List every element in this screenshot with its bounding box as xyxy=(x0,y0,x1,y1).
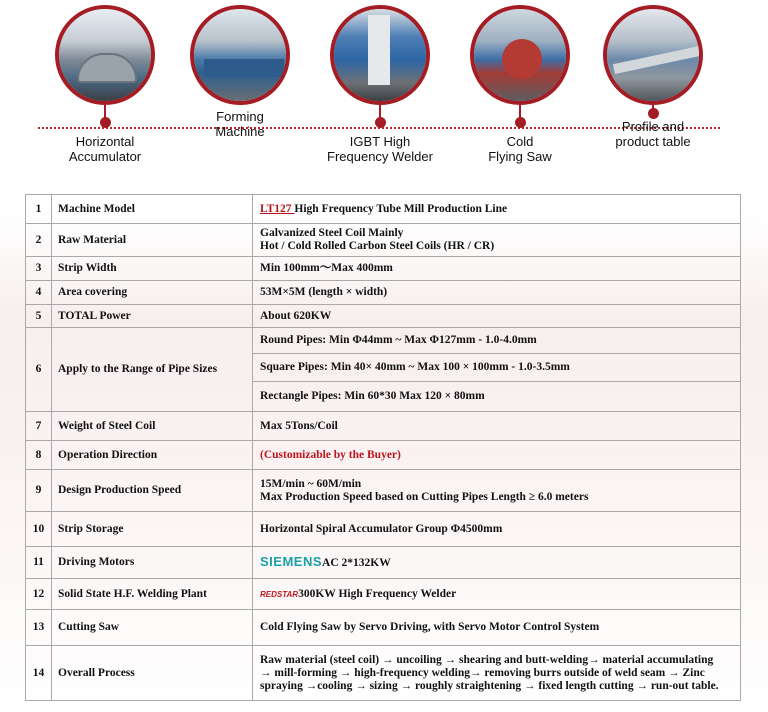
spec-key: Design Production Speed xyxy=(52,470,253,512)
row-number: 3 xyxy=(26,257,52,281)
accumulator-photo xyxy=(55,5,155,105)
table-row xyxy=(26,328,741,412)
row-number: 6 xyxy=(26,328,52,412)
table-row xyxy=(26,646,741,701)
row-number: 4 xyxy=(26,281,52,305)
timeline-dot xyxy=(515,117,526,128)
table-row xyxy=(26,412,741,441)
spec-value: Min 100mm～Max 400mm xyxy=(253,257,741,281)
row-number: 12 xyxy=(26,579,52,610)
timeline-dot xyxy=(648,108,659,119)
row-number: 8 xyxy=(26,441,52,470)
spec-value: 53M×5M (length × width) xyxy=(253,281,741,305)
spec-key: Weight of Steel Coil xyxy=(52,412,253,441)
spec-key: Area covering xyxy=(52,281,253,305)
spec-value: Galvanized Steel Coil Mainly Hot / Cold Rolled Carbon Steel Coils (HR / CR) xyxy=(253,224,741,257)
station-forming-machine xyxy=(165,5,315,139)
spec-key: Overall Process xyxy=(52,646,253,701)
spec-key: Driving Motors xyxy=(52,547,253,579)
spec-value: Max 5Tons/Coil xyxy=(253,412,741,441)
table-row xyxy=(26,512,741,547)
spec-key: Cutting Saw xyxy=(52,610,253,646)
row-number: 2 xyxy=(26,224,52,257)
spec-value xyxy=(253,328,741,412)
station-igbt-welder xyxy=(305,5,455,164)
row-number: 7 xyxy=(26,412,52,441)
sub-row: Round Pipes: Min Φ44mm ~ Max Φ127mm - 1.0-4.0mm xyxy=(253,328,740,354)
timeline-dot xyxy=(375,117,386,128)
spec-key: Strip Width xyxy=(52,257,253,281)
station-horizontal-accumulator xyxy=(30,5,180,164)
station-cold-flying-saw xyxy=(445,5,595,164)
table-row xyxy=(26,579,741,610)
spec-key: Solid State H.F. Welding Plant xyxy=(52,579,253,610)
station-caption: Horizontal Accumulator xyxy=(68,134,142,164)
siemens-logo: SIEMENS xyxy=(260,554,323,569)
table-row xyxy=(26,195,741,224)
station-profile-table xyxy=(578,5,728,149)
process-banner xyxy=(0,0,768,185)
row-number: 10 xyxy=(26,512,52,547)
redstar-logo: REDSTAR xyxy=(260,589,299,599)
spec-key: Machine Model xyxy=(52,195,253,224)
table-row xyxy=(26,470,741,512)
row-number: 5 xyxy=(26,305,52,328)
spec-value: About 620KW xyxy=(253,305,741,328)
product-table-photo xyxy=(603,5,703,105)
spec-value: Horizontal Spiral Accumulator Group Φ4500mm xyxy=(253,512,741,547)
table-row xyxy=(26,610,741,646)
saw-photo xyxy=(470,5,570,105)
spec-value: SIEMENSAC 2*132KW xyxy=(253,547,741,579)
table-row xyxy=(26,281,741,305)
row-number: 9 xyxy=(26,470,52,512)
sub-row: Rectangle Pipes: Min 60*30 Max 120 × 80mm xyxy=(260,390,485,402)
spec-value: 15M/min ~ 60M/min Max Production Speed based on Cutting Pipes Length ≥ 6.0 meters xyxy=(253,470,741,512)
station-caption: IGBT High Frequency Welder xyxy=(327,134,433,164)
spec-key: Raw Material xyxy=(52,224,253,257)
spec-key: Strip Storage xyxy=(52,512,253,547)
table-row xyxy=(26,441,741,470)
spec-value: REDSTAR300KW High Frequency Welder xyxy=(253,579,741,610)
forming-machine-photo xyxy=(190,5,290,105)
welder-photo xyxy=(330,5,430,105)
table-row xyxy=(26,305,741,328)
spec-key: TOTAL Power xyxy=(52,305,253,328)
row-number: 13 xyxy=(26,610,52,646)
station-caption: Forming Machine xyxy=(215,109,265,139)
spec-key: Apply to the Range of Pipe Sizes xyxy=(52,328,253,412)
row-number: 11 xyxy=(26,547,52,579)
station-caption: Cold Flying Saw xyxy=(488,134,552,164)
spec-value: LT127 High Frequency Tube Mill Production Line xyxy=(253,195,741,224)
sub-row: Square Pipes: Min 40× 40mm ~ Max 100 × 100mm - 1.0-3.5mm xyxy=(253,354,740,382)
row-number: 14 xyxy=(26,646,52,701)
station-caption: Profile and product table xyxy=(615,119,691,149)
table-row xyxy=(26,224,741,257)
table-row xyxy=(26,547,741,579)
timeline-dot xyxy=(100,117,111,128)
spec-value: (Customizable by the Buyer) xyxy=(253,441,741,470)
spec-table xyxy=(25,194,741,701)
table-row xyxy=(26,257,741,281)
spec-value: Raw material (steel coil) → uncoiling → shearing and butt-welding→ material accumulating → mill-forming → high-frequency welding→ removing burrs outside of weld seam → Zinc spraying →cooling → sizing → roughly straightening → fixed length cutting → run-out table. xyxy=(253,646,741,701)
model-code: LT127 xyxy=(260,202,295,215)
spec-value: Cold Flying Saw by Servo Driving, with Servo Motor Control System xyxy=(253,610,741,646)
spec-key: Operation Direction xyxy=(52,441,253,470)
row-number: 1 xyxy=(26,195,52,224)
